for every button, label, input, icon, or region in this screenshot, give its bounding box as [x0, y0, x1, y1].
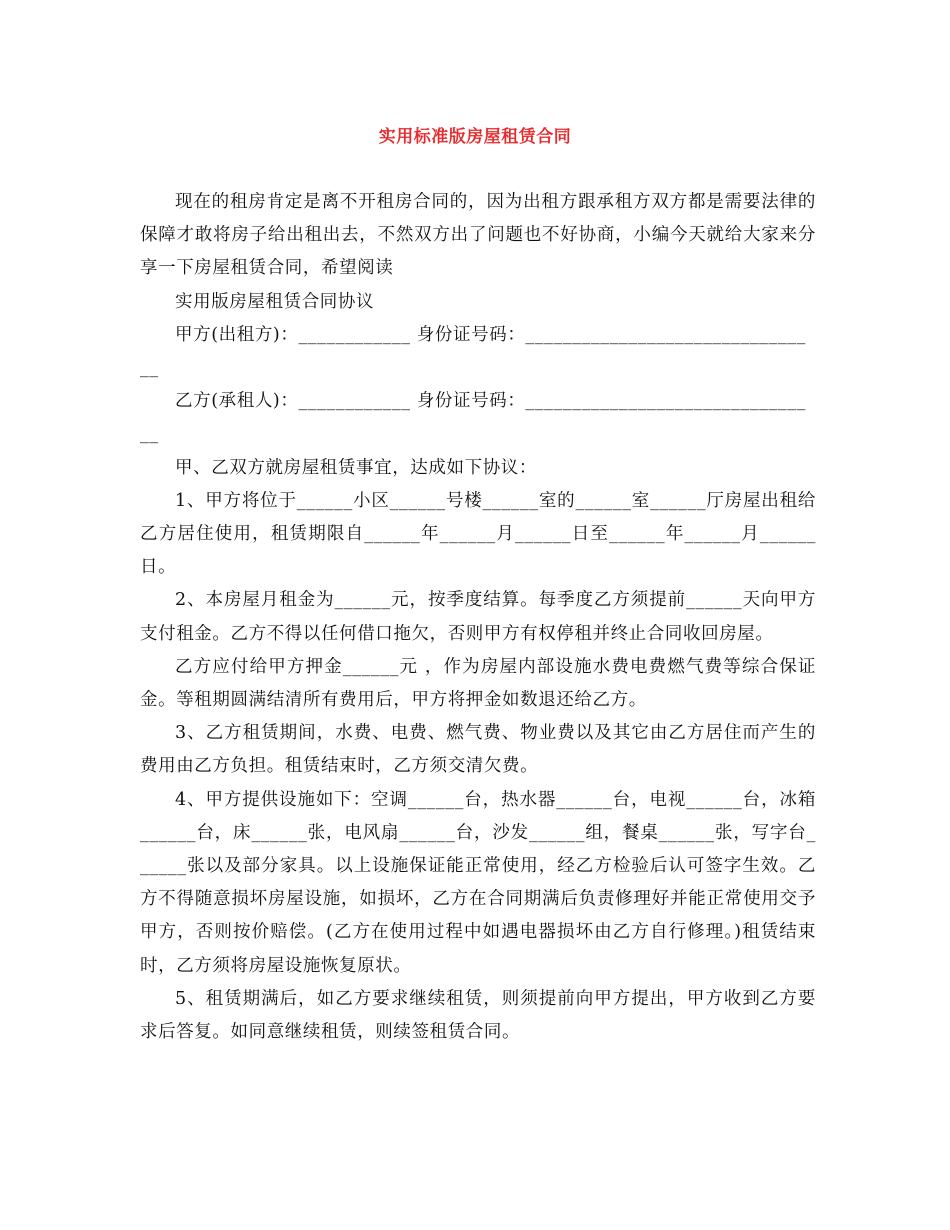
clause-1: 1、甲方将位于______小区______号楼______室的______室______厅房屋出租给乙方居住使用，租赁期限自______年______月______日至______年______月______日。	[140, 490, 816, 578]
clause-5: 5、租赁期满后，如乙方要求继续租赁，则须提前向甲方提出，甲方收到乙方要求后答复。如同意继续租赁，则续签租赁合同。	[140, 988, 816, 1043]
party-b-line-continuation: __	[140, 424, 159, 445]
clause-2-deposit: 乙方应付给甲方押金______元 ，作为房屋内部设施水费电费燃气费等综合保证金。等租期圆满结清所有费用后，甲方将押金如数退还给乙方。	[140, 656, 816, 711]
agreement-preamble: 甲、乙双方就房屋租赁事宜，达成如下协议：	[175, 457, 537, 478]
clause-3: 3、乙方租赁期间，水费、电费、燃气费、物业费以及其它由乙方居住而产生的费用由乙方负担。租赁结束时，乙方须交清欠费。	[140, 723, 816, 777]
clause-2: 2、本房屋月租金为______元，按季度结算。每季度乙方须提前______天向甲方支付租金。乙方不得以任何借口拖欠，否则甲方有权停租并终止合同收回房屋。	[140, 590, 816, 644]
clause-4: 4、甲方提供设施如下：空调______台，热水器______台，电视______台，冰箱______台，床______张，电风扇______台，沙发______组，餐桌______张，写字台______张以及部分家具。以上设施保证能正常使用，经乙方检验后认可签字生效。乙方不得随意损坏房屋设施，如损坏，乙方在合同期满后负责修理好并能正常使用交予甲方，否则按价赔偿。(乙方在使用过程中如遇电器损坏由乙方自行修理。)租赁结束时，乙方须将房屋设施恢复原状。	[140, 789, 816, 976]
document-body	[140, 186, 816, 1049]
party-a-line-continuation: __	[140, 358, 159, 379]
party-b-line: 乙方(承租人)：____________ 身份证号码：______________________________	[175, 391, 806, 412]
intro-paragraph: 现在的租房肯定是离不开租房合同的，因为出租方跟承租方双方都是需要法律的保障才敢将房子给出租出去，不然双方出了问题也不好协商，小编今天就给大家来分享一下房屋租赁合同，希望阅读	[140, 192, 816, 279]
party-a-line: 甲方(出租方)：____________ 身份证号码：______________________________	[175, 324, 806, 345]
agreement-heading: 实用版房屋租赁合同协议	[175, 291, 375, 312]
document-title: 实用标准版房屋租赁合同	[378, 127, 572, 147]
